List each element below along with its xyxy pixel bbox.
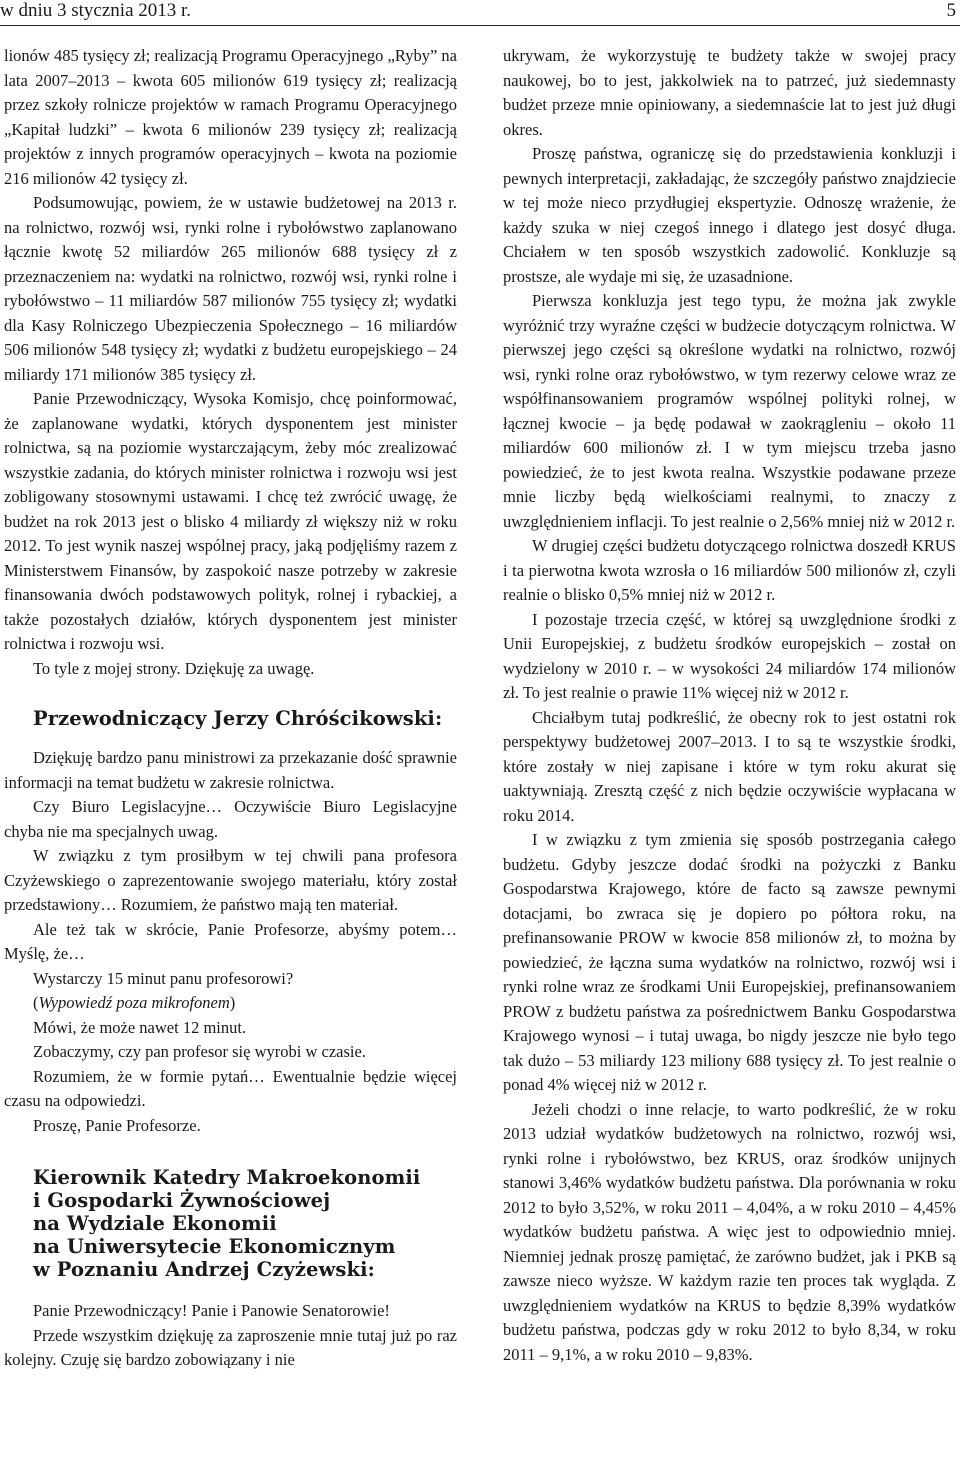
speaker-line: Kierownik Katedry Makroekonomii xyxy=(33,1166,421,1189)
paragraph: Chciałbym tutaj podkreślić, że obecny rok to jest ostatni rok perspektywy budżetowej 2007–2013. I to są te wszystkie środki, które zostały w niej zapisane i które w tym roku akurat się uaktywniają. Zresztą część z nich będzie oczywiście wypłacana w roku 2014. xyxy=(503,707,956,825)
paragraph: Mówi, że może nawet 12 minut. xyxy=(33,1017,247,1037)
speaker-heading: Przewodniczący Jerzy Chróścikowski: xyxy=(33,707,443,730)
left-column xyxy=(4,44,457,1373)
paragraph: I pozostaje trzecia część, w której są uwzględnione środki z Unii Europejskiej, z budżetu środków europejskich – został on wydzielony w 2010 r. – w wysokości 24 miliardów 174 milionów zł. To jest realnie o prawie 11% więcej niż w 2012 r. xyxy=(503,609,956,702)
paragraph: Dziękuję bardzo panu ministrowi za przekazanie dość sprawnie informacji na temat budżetu w zakresie rolnictwa. xyxy=(4,748,457,792)
paragraph: W drugiej części budżetu dotyczącego rolnictwa doszedł KRUS i ta pierwotna kwota wzrosła o 16 miliardów 500 milionów zł, czyli realnie o blisko 0,5% mniej niż w 2012 r. xyxy=(503,536,956,604)
page-header xyxy=(0,0,960,26)
paragraph: Przede wszystkim dziękuję za zaproszenie mnie tutaj już po raz kolejny. Czuję się bardzo zobowiązany i nie xyxy=(4,1325,457,1369)
header-rule xyxy=(0,25,960,26)
paragraph: To tyle z mojej strony. Dziękuję za uwagę. xyxy=(33,658,315,678)
speaker-line: w Poznaniu Andrzej Czyżewski: xyxy=(33,1258,375,1281)
header-date: w dniu 3 stycznia 2013 r. xyxy=(0,0,192,21)
paragraph: Jeżeli chodzi o inne relacje, to warto podkreślić, że w roku 2013 udział wydatków budżetowych na rolnictwo, rozwój wsi, rynki rolne i rybołówstwo, bez KRUS, oraz środków unijnych stanowi 3,46% wydatków budżetu państwa. Dla porównania w roku 2012 to było 3,52%, w roku 2011 – 4,04%, a w roku 2010 – 4,45% wydatków budżetu państwa. A więc jest to odpowiednio mniej. Niemniej jednak proszę pamiętać, że zarówno budżet, jak i PKB są zawsze nieco wyższe. W każdym razie ten proces tak wygląda. Z uwzględnieniem wydatków na KRUS to będzie 8,39% wydatków budżetu państwa, podczas gdy w roku 2012 to było 8,34, w roku 2011 – 9,1%, a w roku 2010 – 9,83%. xyxy=(503,1099,956,1364)
paragraph: Panie Przewodniczący! Panie i Panowie Senatorowie! xyxy=(33,1301,390,1320)
paragraph: Czy Biuro Legislacyjne… Oczywiście Biuro Legislacyjne chyba nie ma specjalnych uwag. xyxy=(4,797,457,841)
paragraph: I w związku z tym zmienia się sposób postrzegania całego budżetu. Gdyby jeszcze dodać środki na pożyczki z Banku Gospodarstwa Krajowego, które de facto są zawsze pewnymi dotacjami, bo zwraca się je dopiero po półtora roku, na prefinansowanie PROW w kwocie 858 milionów zł, to można by powiedzieć, że łączna suma wydatków na rolnictwo, rozwój wsi i rynki rolne wraz ze środkami Unii Europejskiej, prefinansowaniem PROW z budżetu państwa za pośrednictwem Banku Gospodarstwa Krajowego wynosi – i tutaj uwaga, bo nigdy jeszcze nie było tego tak dużo – 53 miliardy 123 miliony 688 tysięcy zł. To jest realnie o ponad 4% więcej niż w 2012 r. xyxy=(503,830,956,1094)
paren-open: ( xyxy=(33,993,39,1012)
paragraph: Pierwsza konkluzja jest tego typu, że można jak zwykle wyróżnić trzy wyraźne części w budżecie dotyczącym rolnictwa. W pierwszej jego części są określone wydatki na rolnictwo, rozwój wsi, rynki rolne oraz rybołówstwo, w tym rezerwy celowe wraz ze współfinansowaniem programów wspólnej polityki rolnej, w łącznej kwocie – ja będę podawał w zaokrągleniu – około 11 miliardów 600 milionów zł. I w tym miejscu trzeba jasno powiedzieć, że to jest kwota realna. Wszystkie podawane przeze mnie liczby będą wielkościami realnymi, to znaczy z uwzględnieniem inflacji. To jest realnie o 2,56% mniej niż w 2012 r. xyxy=(503,291,956,531)
paren-close: ) xyxy=(229,993,236,1012)
paragraph: Panie Przewodniczący, Wysoka Komisjo, chcę poinformować, że zaplanowane wydatki, których dysponentem jest minister rolnictwa, są na poziomie wystarczającym, żeby móc zrealizować wszystkie zadania, do których minister rolnictwa i rozwoju wsi jest zobligowany stosownymi ustawami. I chcę też zwrócić uwagę, że budżet na rok 2013 jest o blisko 4 miliardy zł większy niż w roku 2012. To jest wynik naszej wspólnej pracy, jaką podjęliśmy razem z Ministerstwem Finansów, by zaspokoić nasze potrzeby w zakresie finansowania dwóch podstawowych polityk, rolnej i rybackiej, a także pozostałych działów, których dysponentem jest minister rolnictwa i rozwoju wsi. xyxy=(4,389,457,653)
paragraph: ukrywam, że wykorzystuję te budżety także w swojej pracy naukowej, bo to jest, jakkolwiek na to patrzeć, już siedemnasty budżet przeze mnie opiniowany, a siedemnaście lat to jest już długi okres. xyxy=(503,46,956,139)
paragraph: lionów 485 tysięcy zł; realizacją Programu Operacyjnego „Ryby” na lata 2007–2013 – kwota 605 milionów 619 tysięcy zł; realizacją przez szkoły rolnicze projektów w ramach Programu Operacyjnego „Kapitał ludzki” – kwota 6 milionów 239 tysięcy zł; realizacją projektów z innych programów operacyjnych – kwota na poziomie 216 milionów 42 tysięcy zł. xyxy=(4,46,457,188)
paragraph-stage-direction xyxy=(4,991,457,1016)
paragraph: Podsumowując, powiem, że w ustawie budżetowej na 2013 r. na rolnictwo, rozwój wsi, rynki rolne i rybołówstwo zaplanowano łącznie kwotę 52 miliardów 265 milionów 688 tysięcy zł z przeznaczeniem na: wydatki na rolnictwo, rozwój wsi, rynki rolne i rybołówstwo – 11 miliardów 587 milionów 755 tysięcy zł; wydatki dla Kasy Rolniczego Ubezpieczenia Społecznego – 16 miliardów 506 milionów 548 tysięcy zł; wydatki z budżetu europejskiego – 24 miliardy 171 milionów 385 tysięcy zł. xyxy=(4,193,457,384)
paragraph: Proszę państwa, ograniczę się do przedstawienia konkluzji i pewnych interpretacji, zakładając, że szczegóły państwo znajdziecie w tej może nieco przydługiej ekspertyzie. Odnoszę wrażenie, że każdy szuka w niej czegoś innego i dlatego jest dosyć długa. Chciałem w ten sposób wszystkich zadowolić. Konkluzje są prostsze, ale wydaje mi się, że uzasadnione. xyxy=(503,144,956,286)
paragraph: Proszę, Panie Profesorze. xyxy=(33,1115,201,1135)
page-number: 5 xyxy=(946,0,956,21)
paragraph: W związku z tym prosiłbym w tej chwili pana profesora Czyżewskiego o zaprezentowanie swojego materiału, który został przedstawiony… Rozumiem, że państwo mają ten materiał. xyxy=(4,846,457,914)
speaker-line: na Uniwersytecie Ekonomicznym xyxy=(33,1235,396,1258)
speaker-heading-multiline xyxy=(33,1166,457,1281)
paragraph: Zobaczymy, czy pan profesor się wyrobi w czasie. xyxy=(33,1042,366,1061)
right-column xyxy=(503,44,956,1367)
stage-direction: Wypowiedź poza mikrofonem xyxy=(38,993,230,1012)
paragraph: Rozumiem, że w formie pytań… Ewentualnie będzie więcej czasu na odpowiedzi. xyxy=(4,1066,457,1110)
speaker-line: i Gospodarki Żywnościowej xyxy=(33,1189,331,1212)
paragraph: Ale też tak w skrócie, Panie Profesorze, abyśmy potem… Myślę, że… xyxy=(4,919,457,963)
speaker-line: na Wydziale Ekonomii xyxy=(33,1212,277,1235)
paragraph: Wystarczy 15 minut panu profesorowi? xyxy=(33,968,294,988)
